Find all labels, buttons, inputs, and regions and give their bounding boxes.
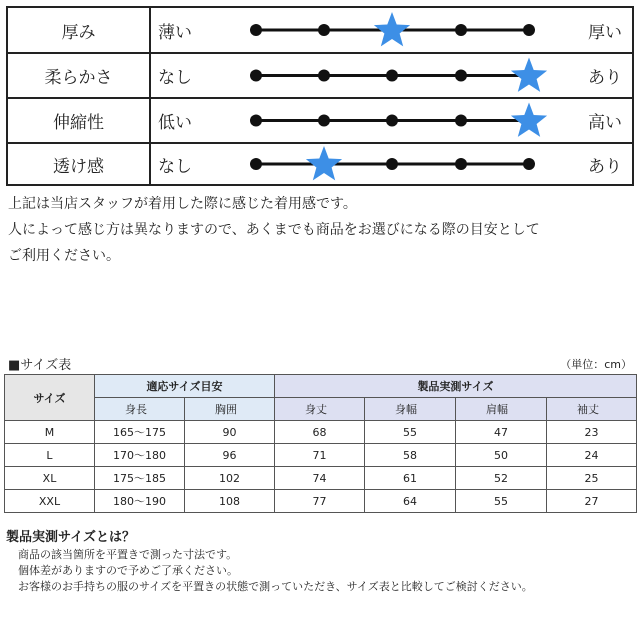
value-cell: 23 bbox=[547, 421, 637, 444]
note-line: 上記は当店スタッフが着用した際に感じた着用感です。 bbox=[8, 196, 357, 212]
col-header: 身長 bbox=[95, 398, 185, 421]
size-cell: XL bbox=[5, 467, 95, 490]
value-cell: 102 bbox=[185, 467, 275, 490]
value-cell: 64 bbox=[365, 490, 456, 513]
value-cell: 77 bbox=[275, 490, 365, 513]
size-cell: L bbox=[5, 444, 95, 467]
size-table bbox=[4, 374, 637, 513]
wear-feel-table bbox=[6, 6, 634, 186]
col-header: 身幅 bbox=[365, 398, 456, 421]
explanation-line: 商品の該当箇所を平置きで測った寸法です。 bbox=[18, 548, 238, 561]
size-table-title: ■サイズ表 bbox=[8, 358, 72, 373]
value-cell: 96 bbox=[185, 444, 275, 467]
value-cell: 61 bbox=[365, 467, 456, 490]
col-header: 袖丈 bbox=[547, 398, 637, 421]
value-cell: 175～185 bbox=[95, 467, 185, 490]
scale-dot bbox=[386, 158, 398, 170]
feel-label: 厚み bbox=[8, 8, 151, 52]
value-cell: 50 bbox=[456, 444, 547, 467]
size-header: サイズ bbox=[5, 375, 95, 421]
feel-scale bbox=[8, 99, 632, 142]
value-cell: 55 bbox=[456, 490, 547, 513]
table-row bbox=[5, 467, 637, 490]
col-header: 胸囲 bbox=[185, 398, 275, 421]
value-cell: 68 bbox=[275, 421, 365, 444]
feel-row-softness bbox=[8, 52, 632, 97]
feel-label: 透け感 bbox=[8, 144, 151, 184]
scale-dot bbox=[386, 70, 398, 82]
value-cell: 108 bbox=[185, 490, 275, 513]
table-row bbox=[5, 444, 637, 467]
scale-dot bbox=[523, 24, 535, 36]
feel-right-label: 高い bbox=[588, 113, 622, 133]
feel-row-thickness bbox=[8, 8, 632, 52]
feel-left-label: 薄い bbox=[158, 22, 192, 43]
scale-dot bbox=[250, 70, 262, 82]
measured-size-title: 製品実測サイズとは？ bbox=[6, 530, 135, 545]
feel-left-label: なし bbox=[158, 68, 192, 88]
col-header: 身丈 bbox=[275, 398, 365, 421]
scale-dot bbox=[455, 24, 467, 36]
note-line: ご利用ください。 bbox=[8, 248, 120, 264]
scale-dot bbox=[250, 115, 262, 127]
feel-right-label: 厚い bbox=[588, 22, 622, 43]
star-icon bbox=[306, 146, 342, 180]
scale-dot bbox=[455, 115, 467, 127]
explanation-line: 個体差がありますので予めご了承ください。 bbox=[18, 564, 238, 577]
scale-dot bbox=[318, 70, 330, 82]
value-cell: 24 bbox=[547, 444, 637, 467]
size-cell: M bbox=[5, 421, 95, 444]
scale-dot bbox=[250, 24, 262, 36]
feel-scale bbox=[8, 144, 632, 184]
size-table-unit: （単位：cm） bbox=[560, 358, 632, 371]
group-header-measured: 製品実測サイズ bbox=[275, 375, 637, 398]
feel-right-label: あり bbox=[588, 156, 622, 177]
value-cell: 58 bbox=[365, 444, 456, 467]
table-row bbox=[5, 490, 637, 513]
col-header: 肩幅 bbox=[456, 398, 547, 421]
value-cell: 47 bbox=[456, 421, 547, 444]
scale-dot bbox=[455, 158, 467, 170]
value-cell: 25 bbox=[547, 467, 637, 490]
table-row bbox=[5, 421, 637, 444]
scale-dot bbox=[523, 158, 535, 170]
star-icon bbox=[511, 103, 547, 137]
group-header-fit: 適応サイズ目安 bbox=[95, 375, 275, 398]
scale-dot bbox=[318, 24, 330, 36]
value-cell: 165～175 bbox=[95, 421, 185, 444]
feel-row-stretch bbox=[8, 97, 632, 142]
value-cell: 27 bbox=[547, 490, 637, 513]
value-cell: 170～180 bbox=[95, 444, 185, 467]
feel-scale bbox=[8, 54, 632, 97]
feel-row-sheerness bbox=[8, 142, 632, 184]
feel-label: 伸縮性 bbox=[8, 99, 151, 142]
feel-label: 柔らかさ bbox=[8, 54, 151, 97]
feel-scale bbox=[8, 8, 632, 52]
value-cell: 74 bbox=[275, 467, 365, 490]
value-cell: 180～190 bbox=[95, 490, 185, 513]
feel-left-label: 低い bbox=[158, 113, 192, 133]
value-cell: 71 bbox=[275, 444, 365, 467]
value-cell: 90 bbox=[185, 421, 275, 444]
explanation-line: お客様のお手持ちの服のサイズを平置きの状態で測っていただき、サイズ表と比較してご検討ください。 bbox=[18, 580, 533, 593]
scale-dot bbox=[318, 115, 330, 127]
scale-dot bbox=[455, 70, 467, 82]
star-icon bbox=[511, 58, 547, 92]
scale-dot bbox=[386, 115, 398, 127]
note-line: 人によって感じ方は異なりますので、あくまでも商品をお選びになる際の目安として bbox=[8, 222, 540, 238]
feel-right-label: あり bbox=[588, 68, 622, 88]
star-icon bbox=[374, 12, 410, 46]
value-cell: 52 bbox=[456, 467, 547, 490]
scale-dot bbox=[250, 158, 262, 170]
size-cell: XXL bbox=[5, 490, 95, 513]
feel-left-label: なし bbox=[158, 156, 192, 177]
value-cell: 55 bbox=[365, 421, 456, 444]
